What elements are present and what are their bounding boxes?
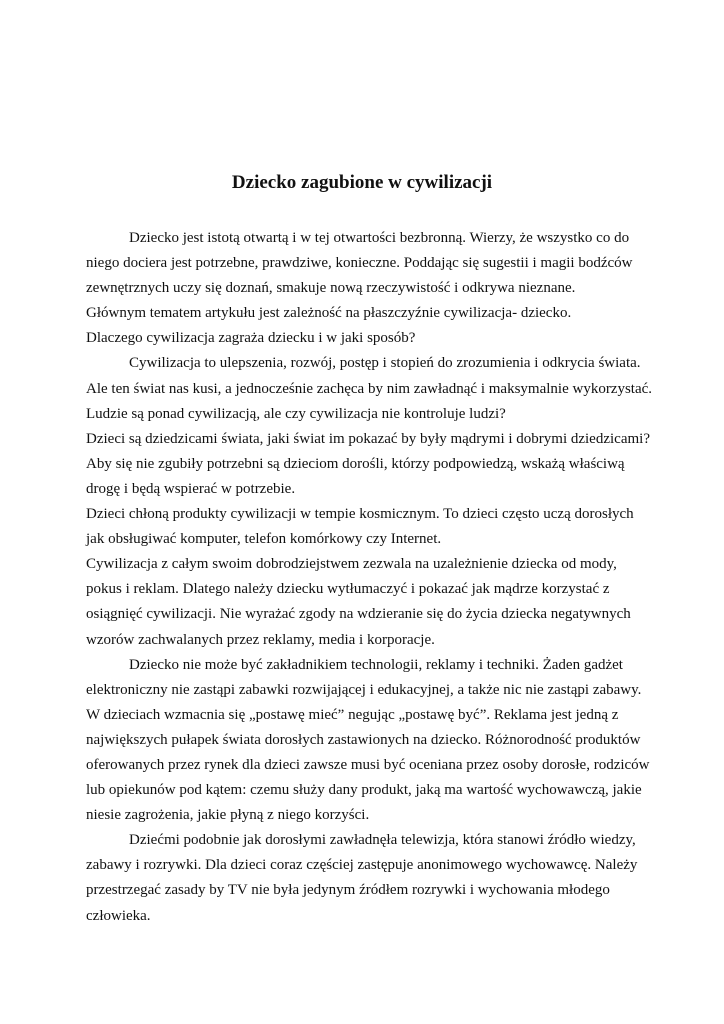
text-line: W dzieciach wzmacnia się „postawę mieć” negując „postawę być”. Reklama jest jedną z [86, 706, 619, 723]
text-line: niesie zagrożenia, jakie płyną z niego korzyści. [86, 807, 370, 824]
document-title: Dziecko zagubione w cywilizacji [231, 172, 493, 193]
text-line: Dzieci są dziedzicami świata, jaki świat im pokazać by były mądrymi i dobrymi dziedzicami? [86, 430, 650, 447]
text-line: Głównym tematem artykułu jest zależność na płaszczyźnie cywilizacja- dziecko. [86, 305, 572, 322]
text-line: Dlaczego cywilizacja zagraża dziecku i w jaki sposób? [86, 330, 416, 347]
text-line: oferowanych przez rynek dla dzieci zawsze musi być oceniana przez osoby dorosłe, rodziców [86, 756, 650, 773]
text-line: zabawy i rozrywki. Dla dzieci coraz częściej zastępuje anonimowego wychowawcę. Należy [86, 857, 638, 874]
text-line: jak obsługiwać komputer, telefon komórkowy czy Internet. [86, 531, 442, 548]
text-line: Cywilizacja to ulepszenia, rozwój, postęp i stopień do zrozumienia i odkrycia świata. [129, 355, 641, 372]
text-line: Ludzie są ponad cywilizacją, ale czy cywilizacja nie kontroluje ludzi? [86, 405, 506, 422]
text-line: Aby się nie zgubiły potrzebni są dzieciom dorośli, którzy podpowiedzą, wskażą właściwą [86, 455, 625, 472]
text-line: zewnętrznych uczy się doznań, smakuje nową rzeczywistość i odkrywa nieznane. [86, 280, 576, 297]
text-line: Cywilizacja z całym swoim dobrodziejstwem zezwala na uzależnienie dziecka od mody, [86, 556, 617, 573]
text-line: Dziecko jest istotą otwartą i w tej otwartości bezbronną. Wierzy, że wszystko co do [129, 230, 630, 246]
text-line: niego dociera jest potrzebne, prawdziwe, konieczne. Poddając się sugestii i magii bodźców [86, 255, 633, 272]
text-line: wzorów zachwalanych przez reklamy, media i korporacje. [86, 631, 435, 648]
text-line: największych pułapek świata dorosłych zastawionych na dziecko. Różnorodność produktów [86, 731, 641, 748]
text-line: elektroniczny nie zastąpi zabawki rozwijającej i edukacyjnej, a także nic nie zastąpi zabawy. [86, 681, 642, 698]
text-line: osiągnięć cywilizacji. Nie wyrażać zgody na wdzieranie się do życia dziecka negatywnych [86, 606, 631, 623]
text-line: Dziecko nie może być zakładnikiem technologii, reklamy i techniki. Żaden gadżet [129, 656, 623, 673]
text-line: człowieka. [86, 907, 151, 924]
text-line: Dzieci chłoną produkty cywilizacji w tempie kosmicznym. To dzieci często uczą dorosłych [86, 506, 634, 523]
text-line: przestrzegać zasady by TV nie była jedynym źródłem rozrywki i wychowania młodego [86, 882, 610, 899]
text-line: Dziećmi podobnie jak dorosłymi zawładnęła telewizja, która stanowi źródło wiedzy, [129, 832, 636, 849]
text-line: pokus i reklam. Dlatego należy dziecku wytłumaczyć i pokazać jak mądrze korzystać z [86, 581, 610, 598]
document-body [86, 226, 653, 929]
text-line: lub opiekunów pod kątem: czemu służy dany produkt, jaką ma wartość wychowawczą, jakie [86, 782, 642, 799]
text-line: Ale ten świat nas kusi, a jednocześnie zachęca by nim zawładnąć i maksymalnie wykorzystać. [86, 380, 653, 397]
text-line: drogę i będą wspierać w potrzebie. [86, 480, 296, 497]
